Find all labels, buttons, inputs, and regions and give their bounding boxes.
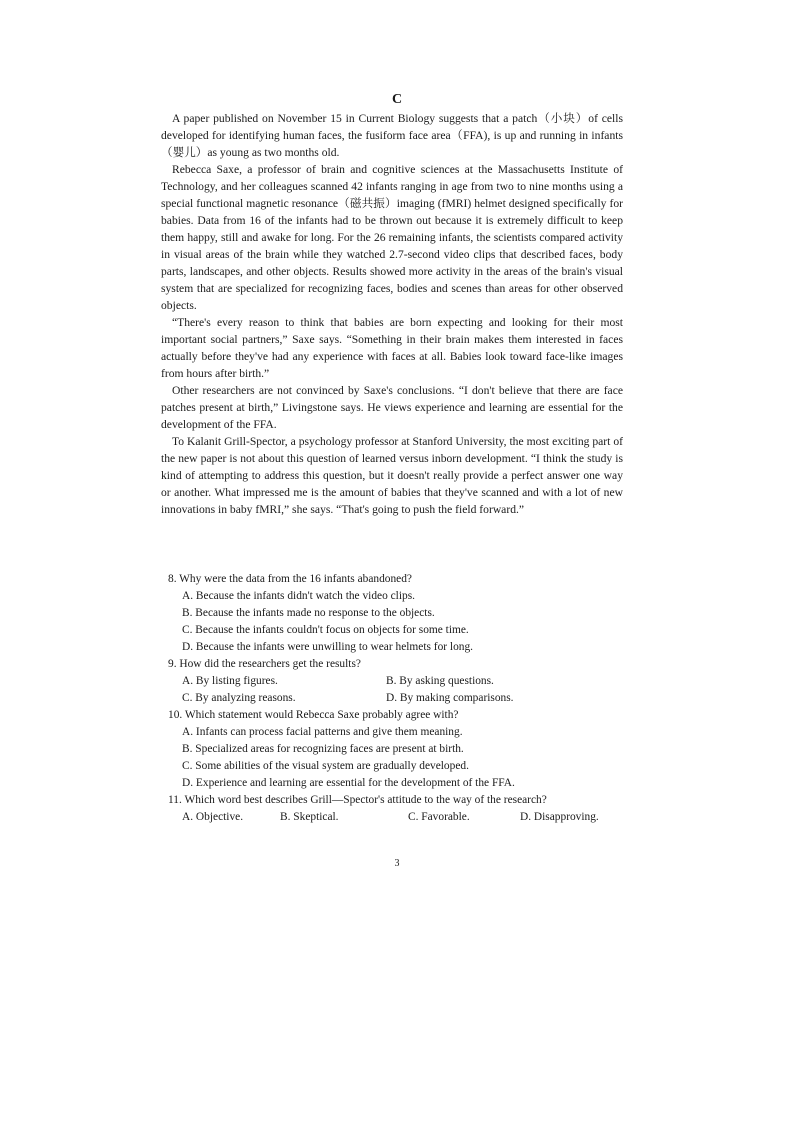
question-stem: 10. Which statement would Rebecca Saxe probably agree with? [168, 709, 459, 721]
option-a: A. By listing figures. [182, 675, 278, 687]
option-row [168, 690, 628, 707]
question-stem: 11. Which word best describes Grill—Spector's attitude to the way of the research? [168, 794, 547, 806]
option-c: C. By analyzing reasons. [182, 692, 296, 704]
option-b: B. Specialized areas for recognizing faces are present at birth. [182, 743, 464, 755]
option-row [168, 673, 628, 690]
question-9 [168, 656, 628, 707]
page-number: 3 [394, 858, 400, 869]
option-a: A. Infants can process facial patterns and give them meaning. [182, 726, 463, 738]
question-8 [168, 571, 628, 656]
reading-passage [161, 110, 623, 518]
section-heading: C [391, 92, 403, 107]
passage-paragraph: To Kalanit Grill-Spector, a psychology professor at Stanford University, the most exciting part of the new paper is not about this question of learned versus inborn development. “I think the study is kind of attempting to address this question, but it doesn't really provide a perfect answer one way or another. What impressed me is the amount of babies that they've scanned and with a lot of new innovations in baby fMRI,” she says. “That's going to push the field forward.” [161, 435, 623, 516]
question-stem: 8. Why were the data from the 16 infants abandoned? [168, 573, 412, 585]
option-c: C. Some abilities of the visual system are gradually developed. [182, 760, 469, 772]
option-d: D. Disapproving. [520, 811, 599, 823]
question-stem: 9. How did the researchers get the results? [168, 658, 361, 670]
option-b: B. Because the infants made no response to the objects. [182, 607, 435, 619]
passage-paragraph: “There's every reason to think that babies are born expecting and looking for their most important social partners,” Saxe says. “Something in their brain makes them interested in faces actually before they've had any experience with faces at all. Babies look toward face-like images from hours after birth.” [161, 316, 623, 380]
question-10 [168, 707, 628, 792]
option-c: C. Because the infants couldn't focus on objects for some time. [182, 624, 469, 636]
question-list [168, 571, 628, 826]
option-b: B. Skeptical. [280, 811, 339, 823]
question-11 [168, 792, 628, 826]
option-a: A. Because the infants didn't watch the video clips. [182, 590, 415, 602]
option-d: D. Because the infants were unwilling to wear helmets for long. [182, 641, 474, 653]
option-b: B. By asking questions. [386, 675, 494, 687]
passage-paragraph: A paper published on November 15 in Current Biology suggests that a patch（小块）of cells developed for identifying human faces, the fusiform face area（FFA), is up and running in infants（婴儿）as young as two months old. [161, 112, 623, 159]
option-d: D. By making comparisons. [386, 692, 514, 704]
option-a: A. Objective. [182, 811, 244, 823]
passage-paragraph: Other researchers are not convinced by Saxe's conclusions. “I don't believe that there are face patches present at birth,” Livingstone says. He views experience and learning are essential for the development of the FFA. [161, 384, 623, 431]
option-c: C. Favorable. [408, 811, 470, 823]
option-d: D. Experience and learning are essential for the development of the FFA. [182, 777, 515, 789]
option-row [168, 809, 628, 826]
passage-paragraph: Rebecca Saxe, a professor of brain and cognitive sciences at the Massachusetts Institute of Technology, and her colleagues scanned 42 infants ranging in age from two to nine months using a special functional magnetic resonance（磁共振）imaging (fMRI) helmet designed specifically for babies. Data from 16 of the infants had to be thrown out because it is extremely difficult to keep them happy, still and awake for long. For the 26 remaining infants, the scientists compared activity in visual areas of the brain while they watched 2.7-second video clips that described faces, body parts, landscapes, and other objects. Results showed more activity in the areas of the brain's visual system that are specialized for recognizing faces, bodies and scenes than areas for other observed objects. [161, 163, 623, 312]
